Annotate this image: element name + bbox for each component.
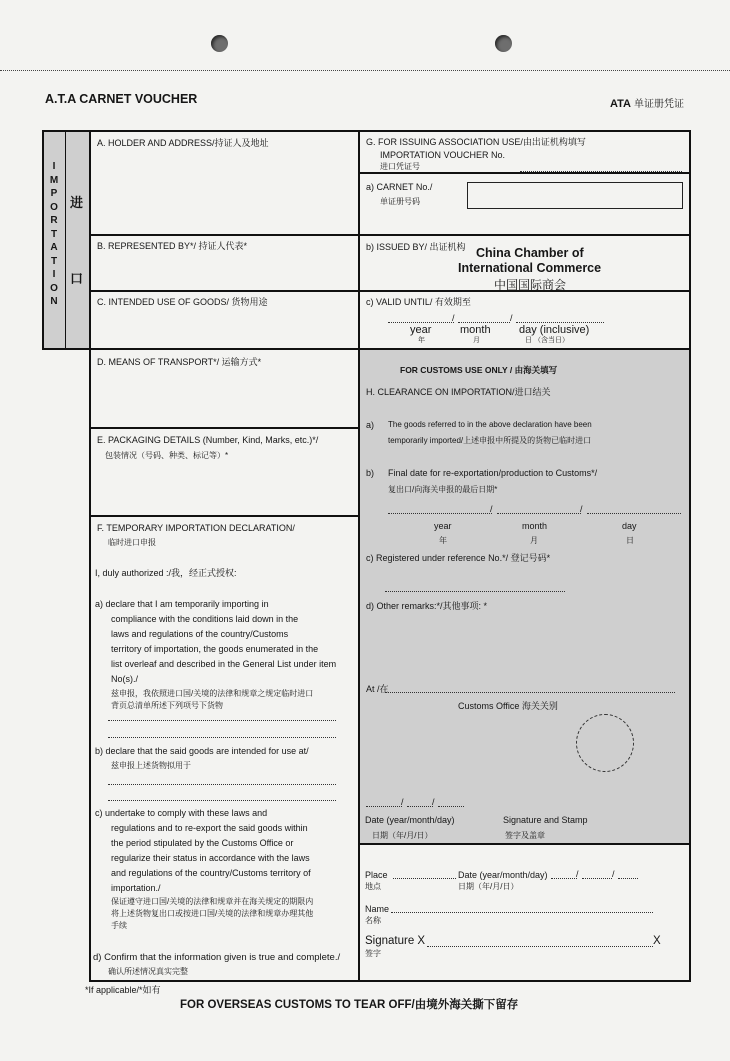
footer-date-cn: 日期（年/月/日） [458,882,519,891]
ata-header [610,95,684,110]
section-a-label: A. HOLDER AND ADDRESS/持证人及地址 [97,138,269,148]
section-f-b-line: b) declare that the said goods are intended for use at/ [95,746,309,756]
section-d-label: D. MEANS OF TRANSPORT*/ 运输方式* [97,357,262,367]
issuer-name-cn: 中国国际商会 [494,278,567,292]
place-label: Place [365,870,388,880]
section-f-c-line: the period stipulated by the Customs Office or [111,838,294,848]
section-f-b-cn: 兹申报上述货物拟用于 [111,761,191,770]
valid-until-label: c) VALID UNTIL/ 有效期至 [366,297,471,307]
footnote: *If applicable/*如有 [85,985,161,995]
place-cn: 地点 [365,882,381,891]
section-f-a-cn: 背页总清单所述下列项号下货物 [111,701,223,710]
section-g-voucher-cn: 进口凭证号 [380,162,420,171]
section-f-a-cn: 兹申报，我依照进口国/关境的法律和规章之规定临时进口 [111,689,314,698]
punch-hole-left [211,35,228,52]
section-f-d-cn: 确认所述情况真实完整 [108,967,188,976]
valid-year-label: year [410,324,432,336]
section-g-voucher-label: IMPORTATION VOUCHER No. [380,150,506,160]
h-year-cn: 年 [439,536,447,545]
footer-date-label: Date (year/month/day) [458,870,548,880]
section-g-label: G. FOR ISSUING ASSOCIATION USE/由出证机构填写 [366,137,586,147]
h-c-text: c) Registered under reference No.*/ 登记号码* [366,553,551,563]
h-day-cn: 日 [626,536,634,545]
section-f-label: F. TEMPORARY IMPORTATION DECLARATION/ [97,523,295,533]
section-f-c-line: importation./ [111,883,161,893]
voucher-title: A.T.A CARNET VOUCHER [45,92,198,106]
valid-month-cn: 月 [473,337,480,344]
punch-hole-right [495,35,512,52]
tear-off-notice: FOR OVERSEAS CUSTOMS TO TEAR OFF/由境外海关撕下留存 [180,999,519,1011]
h-a-text-1: The goods referred to in the above declaration have been [388,420,592,429]
section-f-a-line: compliance with the conditions laid down in the [111,614,299,624]
customs-office-label: Customs Office 海关关别 [458,701,558,711]
issuer-name-1: China Chamber of [476,246,584,260]
valid-day-label: day (inclusive) [519,324,590,336]
carnet-no-box[interactable] [467,182,683,209]
clearance-label: H. CLEARANCE ON IMPORTATION/进口结关 [366,387,551,397]
h-day-label: day [622,521,637,531]
section-f-a-line: No(s)./ [111,674,138,684]
section-f-a-line: laws and regulations of the country/Customs [111,629,289,639]
customs-use-only: FOR CUSTOMS USE ONLY / 由海关填写 [400,365,558,375]
section-e-label: E. PACKAGING DETAILS (Number, Kind, Marks, etc.)*/ [97,435,319,445]
issued-by-label: b) ISSUED BY/ 出证机构 [366,242,466,252]
section-f-a-line: list overleaf and described in the General List under item [111,659,337,669]
valid-month-label: month [460,324,491,336]
section-f-cn: 临时进口申报 [108,538,156,547]
signature-label: Signature X [365,935,426,947]
h-date-cn: 日期（年/月/日） [372,831,433,840]
section-f-a-line: territory of importation, the goods enumerated in the [111,644,319,654]
h-sign-label: Signature and Stamp [503,815,588,825]
h-date-label: Date (year/month/day) [365,815,455,825]
section-e-cn: 包装情况（号码、种类、标记等）* [105,451,229,460]
valid-year-cn: 年 [418,337,425,344]
side-cn-bottom: 口 [70,271,84,286]
h-a-label: a) [366,420,375,430]
section-b-label: B. REPRESENTED BY*/ 持证人代表* [97,241,248,251]
section-f-intro: I, duly authorized :/我，经正式授权: [95,568,237,578]
h-a-text-2: temporarily imported/上述申报中所提及的货物已临时进口 [388,436,592,445]
carnet-no-label: a) CARNET No./ [366,182,433,192]
section-f-c-line: c) undertake to comply with these laws and [95,808,268,818]
section-f-c-cn: 手续 [111,921,127,930]
importation-vertical-label: I M P O R T A T I O N [49,161,59,307]
name-label: Name [365,904,390,914]
h-month-cn: 月 [530,536,538,545]
h-b-text-2: 复出口/向海关申报的最后日期* [388,485,498,494]
h-d-text: d) Other remarks:*/其他事项: * [366,601,488,611]
valid-day-cn: 日 （含当日） [525,337,569,344]
section-f-c-line: regularize their status in accordance with the laws [111,853,310,863]
h-year-label: year [434,521,452,531]
signature-end-x: X [653,935,661,947]
side-cn-top: 进 [70,195,84,210]
h-at-label: At /在 [366,684,389,694]
h-month-label: month [522,521,548,531]
section-f-d-line: d) Confirm that the information given is true and complete./ [93,952,341,963]
section-f-c-line: and regulations of the country/Customs territory of [111,868,311,878]
signature-cn: 签字 [365,949,381,958]
ata-cn-label: 单证册凭证 [634,99,685,110]
issuer-name-2: International Commerce [458,261,602,275]
name-cn: 名称 [365,916,381,925]
section-f-c-line: regulations and to re-export the said goods within [111,823,308,833]
carnet-no-cn: 单证册号码 [380,197,420,206]
h-b-text-1: Final date for re-exportation/production to Customs*/ [388,468,598,478]
perforation-line [0,70,730,71]
section-f-a-line: a) declare that I am temporarily importing in [95,599,269,609]
section-f-c-cn: 将上述货物复出口或按进口国/关境的法律和规章办理其他 [111,909,314,918]
ata-label: ATA [610,98,631,110]
h-b-label: b) [366,468,375,478]
section-f-c-cn: 保证遵守进口国/关境的法律和规章并在海关规定的期限内 [111,897,314,906]
customs-stamp-circle [576,714,634,772]
h-sign-cn: 签字及盖章 [505,831,545,840]
section-c-label: C. INTENDED USE OF GOODS/ 货物用途 [97,297,268,307]
